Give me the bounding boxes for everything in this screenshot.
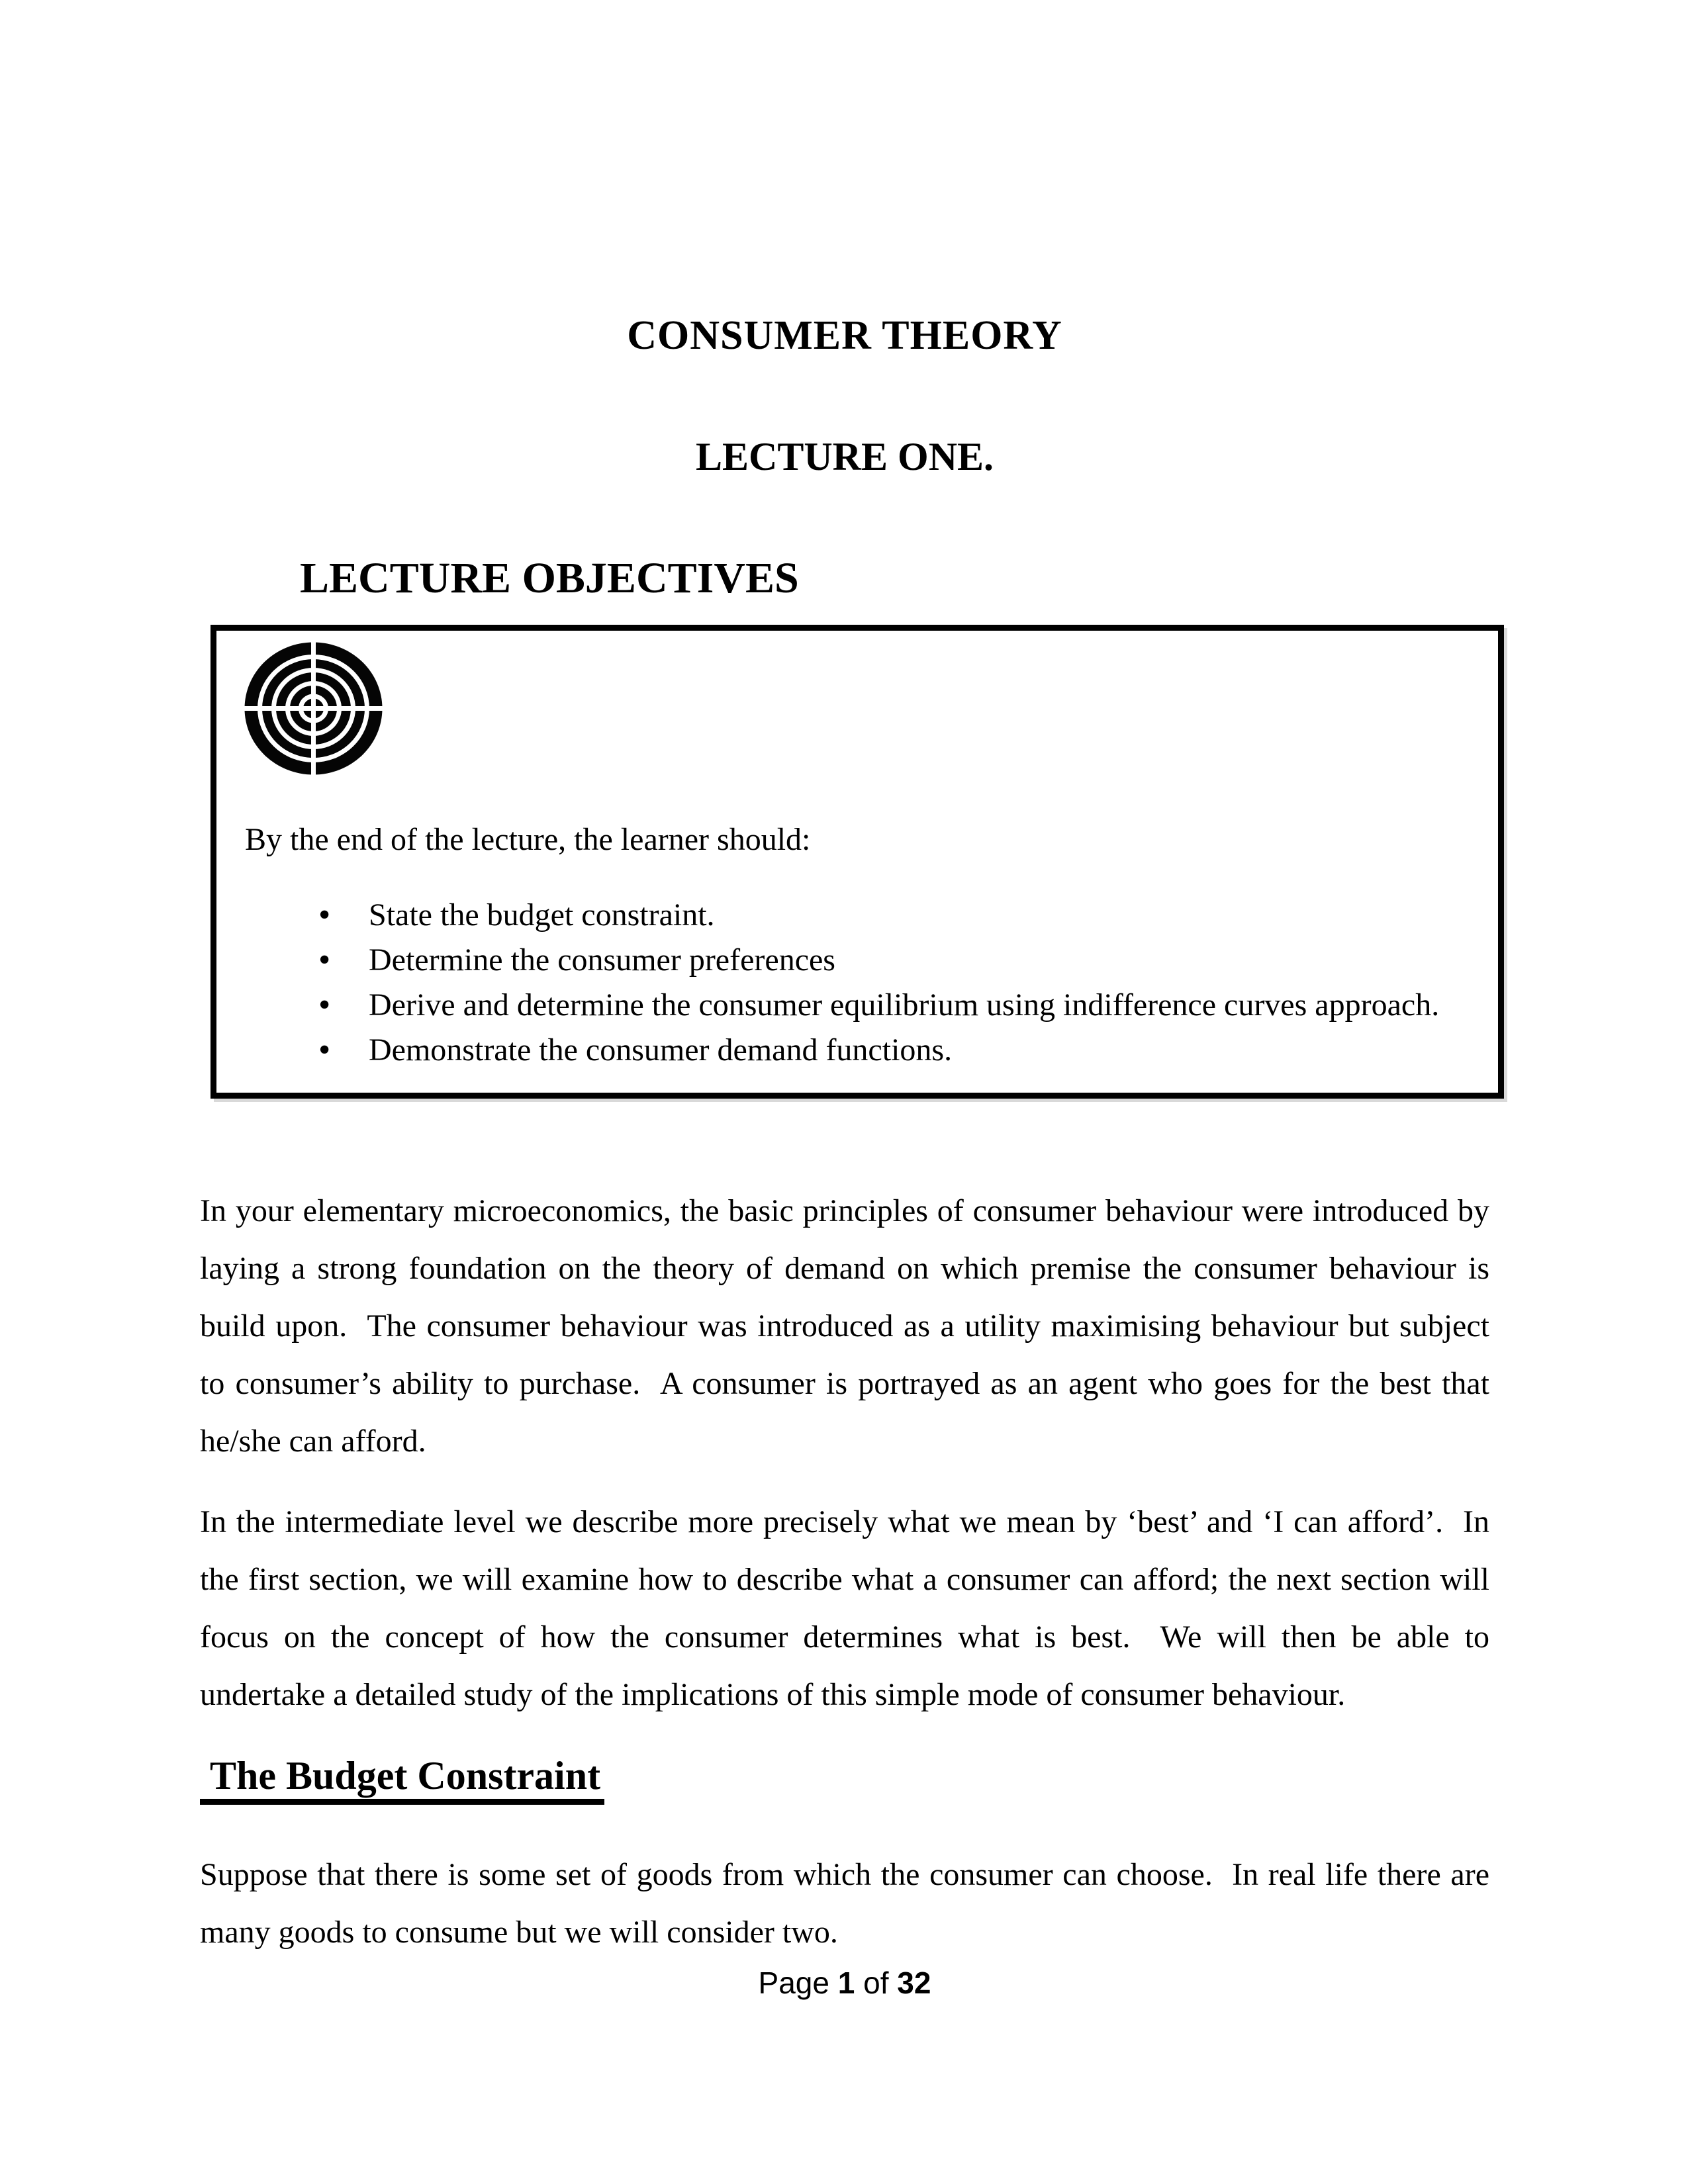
paragraph-goods-set: Suppose that there is some set of goods from which the consumer can choose. In real life there are many goods to consume but we will consider two.: [200, 1857, 1489, 1950]
lecture-number-heading: LECTURE ONE.: [695, 435, 994, 478]
paragraph-intro-microeconomics: In your elementary microeconomics, the basic principles of consumer behaviour were introduced by laying a strong foundation on the theory of demand on which premise the consumer behaviour is build upon. The consumer behaviour was introduced as a utility maximising behaviour but subject to consumer’s ability to purchase. A consumer is portrayed as an agent who goes for the best that he/she can afford.: [200, 1193, 1489, 1459]
paragraph-intermediate-level: In the intermediate level we describe more precisely what we mean by ‘best’ and ‘I can afford’. In the first section, we will examine how to describe what a consumer can afford; the next section will focus on the concept of how the consumer determines what is best. We will then be able to undertake a detailed study of the implications of this simple mode of consumer behaviour.: [200, 1504, 1489, 1712]
footer-page-label: Page: [758, 1966, 829, 2000]
objectives-box: [211, 625, 1504, 1099]
document-title: CONSUMER THEORY: [627, 313, 1062, 358]
objectives-list: [318, 893, 1478, 1073]
budget-constraint-heading: [200, 1754, 1489, 1805]
footer-total-pages: 32: [897, 1966, 931, 2000]
budget-constraint-heading-text: The Budget Constraint: [200, 1754, 604, 1805]
objectives-intro-text: By the end of the lecture, the learner should:: [245, 822, 811, 857]
objective-item: • Derive and determine the consumer equilibrium using indifference curves approach.: [318, 983, 1478, 1028]
objective-item: • State the budget constraint.: [318, 893, 1478, 938]
target-bullseye-icon: [242, 641, 385, 776]
page-footer: [200, 1964, 1489, 2002]
objective-item: • Determine the consumer preferences: [318, 938, 1478, 983]
footer-of-label: of: [863, 1966, 889, 2000]
objective-item: • Demonstrate the consumer demand functions.: [318, 1028, 1478, 1073]
footer-current-page: 1: [837, 1966, 855, 2000]
objectives-section-heading: LECTURE OBJECTIVES: [300, 554, 799, 602]
